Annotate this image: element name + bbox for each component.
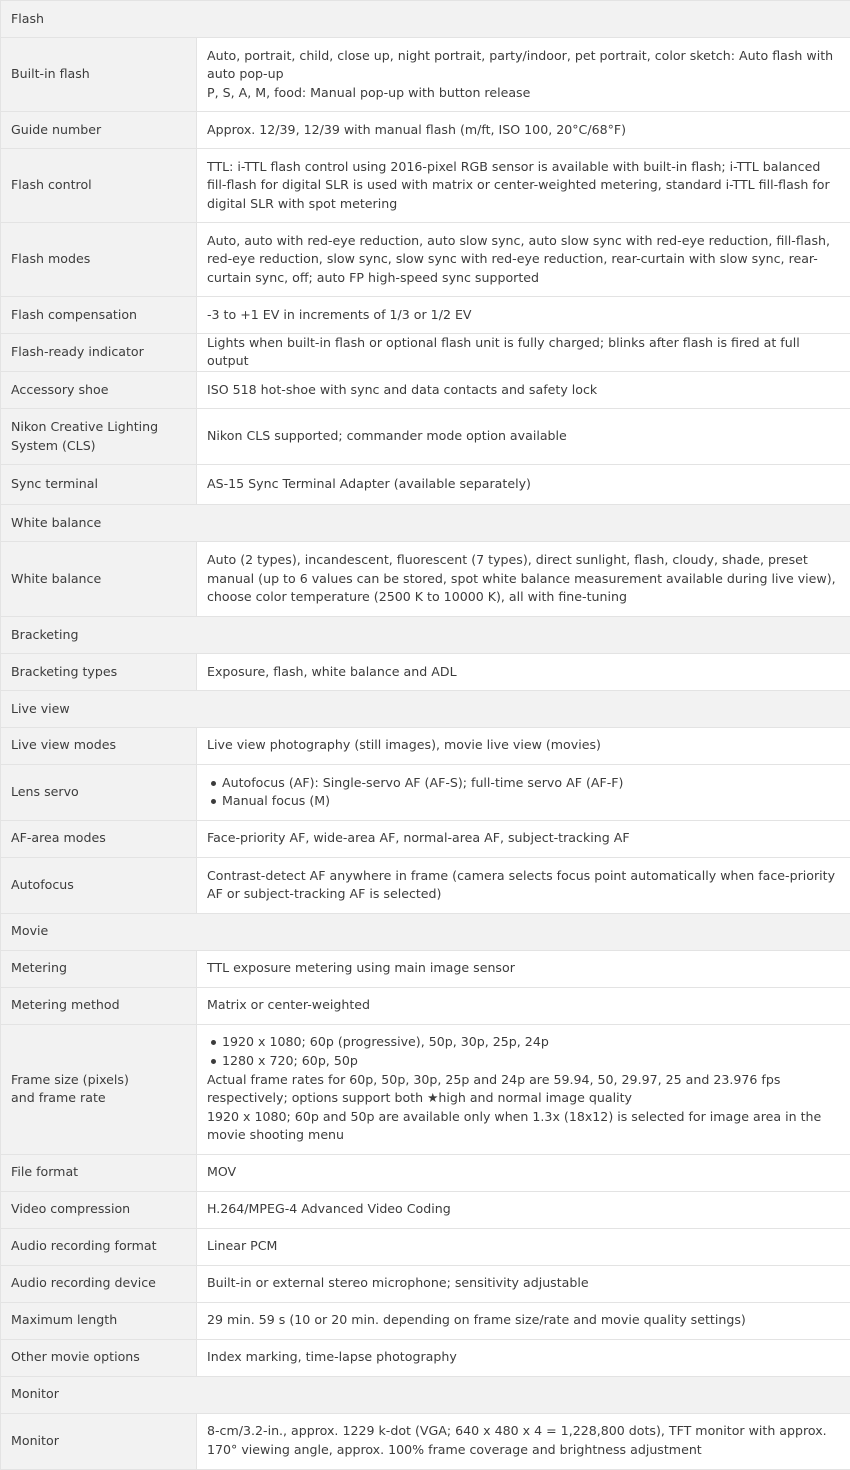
spec-label-line: Metering (11, 959, 186, 978)
spec-bullet-item: 1280 x 720; 60p, 50p (207, 1052, 842, 1071)
spec-value (197, 541, 850, 616)
spec-value-line: Matrix or center-weighted (207, 996, 842, 1015)
spec-value-line: Lights when built-in flash or optional flash unit is fully charged; blinks after flash is fired at full output (207, 334, 842, 371)
spec-row-built-in-flash (1, 37, 850, 111)
spec-row-accessory-shoe (1, 372, 850, 409)
spec-label (1, 764, 197, 820)
spec-value (197, 820, 850, 857)
spec-label (1, 653, 197, 690)
spec-row-guide-number (1, 111, 850, 148)
spec-row-nikon-creative-lighting-system-cls (1, 409, 850, 465)
spec-value-line: Face-priority AF, wide-area AF, normal-area AF, subject-tracking AF (207, 829, 842, 848)
spec-value (197, 37, 850, 111)
spec-label (1, 1024, 197, 1154)
spec-label (1, 1413, 197, 1469)
spec-value-line: MOV (207, 1163, 842, 1182)
spec-value-line: Actual frame rates for 60p, 50p, 30p, 25p and 24p are 59.94, 50, 29.97, 25 and 23.976 fps respectively; options support both ★high and normal image quality (207, 1071, 842, 1108)
spec-bullet-item: 1920 x 1080; 60p (progressive), 50p, 30p, 25p, 24p (207, 1033, 842, 1052)
spec-value (197, 727, 850, 764)
spec-value (197, 148, 850, 222)
spec-value-line: Linear PCM (207, 1237, 842, 1256)
spec-label-line: Flash modes (11, 250, 186, 269)
spec-row-metering-method (1, 987, 850, 1024)
spec-row-live-view-modes (1, 727, 850, 764)
spec-value (197, 465, 850, 505)
spec-row-flash-ready-indicator (1, 333, 850, 371)
spec-label (1, 1302, 197, 1339)
spec-label (1, 820, 197, 857)
spec-row-file-format (1, 1154, 850, 1191)
spec-value-line: Exposure, flash, white balance and ADL (207, 663, 842, 682)
spec-label (1, 296, 197, 333)
spec-label-line: Metering method (11, 996, 186, 1015)
spec-value (197, 333, 850, 371)
spec-label (1, 1228, 197, 1265)
spec-label-line: Other movie options (11, 1348, 186, 1367)
spec-value-line: Live view photography (still images), movie live view (movies) (207, 736, 842, 755)
spec-row-lens-servo (1, 764, 850, 820)
spec-label (1, 372, 197, 409)
spec-value (197, 1265, 850, 1302)
spec-label (1, 857, 197, 913)
spec-value (197, 950, 850, 987)
spec-label-line: Monitor (11, 1432, 186, 1451)
spec-value (197, 372, 850, 409)
spec-value (197, 222, 850, 296)
spec-row-white-balance (1, 541, 850, 616)
spec-label (1, 409, 197, 465)
spec-value-line: 1920 x 1080; 60p and 50p are available only when 1.3x (18x12) is selected for image area in the movie shooting menu (207, 1108, 842, 1145)
section-title: Flash (1, 1, 850, 38)
section-header-flash (1, 1, 850, 38)
spec-label-line: Frame size (pixels) (11, 1071, 186, 1090)
spec-label-line: AF-area modes (11, 829, 186, 848)
spec-value-line: Auto (2 types), incandescent, fluorescent (7 types), direct sunlight, flash, cloudy, shade, preset manual (up to 6 values can be stored, spot white balance measurement available during live view), choose color temperature (2500 K to 10000 K), all with fine-tuning (207, 551, 842, 607)
section-header-bracketing (1, 616, 850, 653)
spec-row-audio-recording-device (1, 1265, 850, 1302)
spec-row-flash-control (1, 148, 850, 222)
spec-value-line: TTL exposure metering using main image sensor (207, 959, 842, 978)
spec-label (1, 987, 197, 1024)
spec-label-line: and frame rate (11, 1089, 186, 1108)
spec-label (1, 111, 197, 148)
spec-value-line: Index marking, time-lapse photography (207, 1348, 842, 1367)
spec-value (197, 111, 850, 148)
spec-value (197, 1191, 850, 1228)
spec-value-line: TTL: i-TTL flash control using 2016-pixel RGB sensor is available with built-in flash; i-TTL balanced fill-flash for digital SLR is used with matrix or center-weighted metering, standard i-TTL fill-flash for digital SLR with spot metering (207, 158, 842, 214)
spec-row-bracketing-types (1, 653, 850, 690)
section-title: Monitor (1, 1376, 850, 1413)
spec-value-line: Built-in or external stereo microphone; sensitivity adjustable (207, 1274, 842, 1293)
spec-value (197, 1302, 850, 1339)
spec-row-flash-modes (1, 222, 850, 296)
spec-value (197, 1024, 850, 1154)
spec-label (1, 222, 197, 296)
spec-label-line: Lens servo (11, 783, 186, 802)
section-title: White balance (1, 505, 850, 542)
spec-label (1, 465, 197, 505)
spec-label-line: Maximum length (11, 1311, 186, 1330)
spec-label-line: Live view modes (11, 736, 186, 755)
spec-label-line: File format (11, 1163, 186, 1182)
spec-table-body (1, 1, 850, 1470)
spec-value-line: Contrast-detect AF anywhere in frame (camera selects focus point automatically when face-priority AF or subject-tracking AF is selected) (207, 867, 842, 904)
spec-value (197, 296, 850, 333)
spec-label-line: Flash compensation (11, 306, 186, 325)
spec-value-line: Auto, auto with red-eye reduction, auto slow sync, auto slow sync with red-eye reduction, fill-flash, red-eye reduction, slow sync, slow sync with red-eye reduction, rear-curtain with slow sync, rear-curtain sync, off; auto FP high-speed sync supported (207, 232, 842, 288)
spec-value (197, 764, 850, 820)
spec-row-af-area-modes (1, 820, 850, 857)
spec-value (197, 409, 850, 465)
spec-label-line: Bracketing types (11, 663, 186, 682)
spec-label-line: White balance (11, 570, 186, 589)
spec-value-line: 29 min. 59 s (10 or 20 min. depending on frame size/rate and movie quality settings) (207, 1311, 842, 1330)
spec-value (197, 1413, 850, 1469)
spec-value-line: ISO 518 hot-shoe with sync and data contacts and safety lock (207, 381, 842, 400)
spec-row-video-compression (1, 1191, 850, 1228)
spec-bullet-list (207, 1033, 842, 1070)
spec-label-line: Sync terminal (11, 475, 186, 494)
spec-value-line: -3 to +1 EV in increments of 1/3 or 1/2 EV (207, 306, 842, 325)
section-title: Live view (1, 690, 850, 727)
spec-value (197, 653, 850, 690)
spec-label (1, 1265, 197, 1302)
spec-value-line: Auto, portrait, child, close up, night portrait, party/indoor, pet portrait, color sketch: Auto flash with auto pop-up (207, 47, 842, 84)
spec-row-autofocus (1, 857, 850, 913)
spec-label-line: Accessory shoe (11, 381, 186, 400)
section-header-live-view (1, 690, 850, 727)
spec-value-line: P, S, A, M, food: Manual pop-up with button release (207, 84, 842, 103)
spec-label (1, 1154, 197, 1191)
spec-value-line: H.264/MPEG-4 Advanced Video Coding (207, 1200, 842, 1219)
spec-label-line: Audio recording format (11, 1237, 186, 1256)
spec-label (1, 950, 197, 987)
spec-row-other-movie-options (1, 1339, 850, 1376)
spec-value-line: Nikon CLS supported; commander mode option available (207, 427, 842, 446)
spec-value (197, 987, 850, 1024)
spec-bullet-list (207, 774, 842, 811)
spec-label-line: Nikon Creative Lighting (11, 418, 186, 437)
spec-value-line: 8-cm/3.2-in., approx. 1229 k-dot (VGA; 640 x 480 x 4 = 1,228,800 dots), TFT monitor with approx. 170° viewing angle, approx. 100% frame coverage and brightness adjustment (207, 1422, 842, 1459)
spec-label-line: Flash control (11, 176, 186, 195)
spec-label-line: Audio recording device (11, 1274, 186, 1293)
spec-value-line: Approx. 12/39, 12/39 with manual flash (m/ft, ISO 100, 20°C/68°F) (207, 121, 842, 140)
spec-label-line: Flash-ready indicator (11, 343, 186, 362)
spec-label (1, 37, 197, 111)
spec-label (1, 1191, 197, 1228)
section-title: Bracketing (1, 616, 850, 653)
spec-label-line: Autofocus (11, 876, 186, 895)
section-header-monitor (1, 1376, 850, 1413)
spec-row-flash-compensation (1, 296, 850, 333)
spec-label-line: Guide number (11, 121, 186, 140)
spec-row-metering (1, 950, 850, 987)
spec-value (197, 1339, 850, 1376)
spec-label-line: System (CLS) (11, 437, 186, 456)
spec-bullet-item: Autofocus (AF): Single-servo AF (AF-S); full-time servo AF (AF-F) (207, 774, 842, 793)
spec-value (197, 1154, 850, 1191)
section-header-white-balance (1, 505, 850, 542)
spec-bullet-item: Manual focus (M) (207, 792, 842, 811)
spec-row-maximum-length (1, 1302, 850, 1339)
spec-label (1, 1339, 197, 1376)
spec-row-frame-size-pixels-and-frame-rate (1, 1024, 850, 1154)
section-title: Movie (1, 913, 850, 950)
spec-label (1, 727, 197, 764)
spec-label (1, 541, 197, 616)
spec-row-monitor (1, 1413, 850, 1469)
spec-value-line: AS-15 Sync Terminal Adapter (available separately) (207, 475, 842, 494)
spec-row-audio-recording-format (1, 1228, 850, 1265)
spec-value (197, 1228, 850, 1265)
section-header-movie (1, 913, 850, 950)
spec-label (1, 148, 197, 222)
spec-label (1, 333, 197, 371)
spec-row-sync-terminal (1, 465, 850, 505)
spec-label-line: Built-in flash (11, 65, 186, 84)
spec-label-line: Video compression (11, 1200, 186, 1219)
spec-value (197, 857, 850, 913)
